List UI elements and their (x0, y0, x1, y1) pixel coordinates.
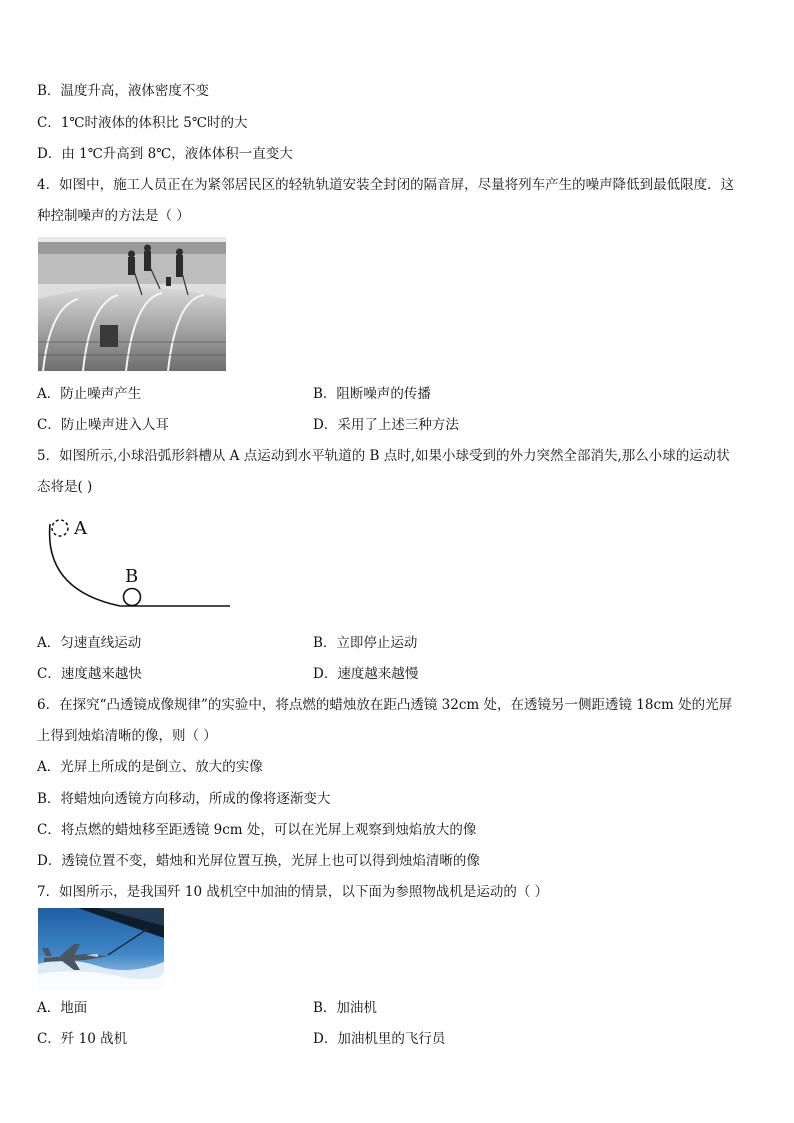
q5-stem-line2: 态将是( ) (37, 479, 93, 495)
q7-option-b: B．加油机 (313, 1000, 377, 1016)
q5-option-a: A．匀速直线运动 (37, 635, 142, 651)
q7-refueling-photo (38, 908, 164, 990)
q5-arc-track-figure (40, 510, 240, 615)
q3-option-b: B．温度升高，液体密度不变 (37, 83, 209, 99)
q6-stem-line2: 上得到烛焰清晰的像，则（ ） (37, 728, 217, 744)
q6-option-a: A．光屏上所成的是倒立、放大的实像 (37, 759, 263, 775)
q4-option-a: A．防止噪声产生 (37, 386, 142, 402)
q5-figure-label-a: A (74, 518, 87, 539)
q6-stem-line1: 6．在探究“凸透镜成像规律”的实验中，将点燃的蜡烛放在距凸透镜 32cm 处，在透镜另一侧距透镜 18cm 处的光屏 (37, 697, 733, 713)
q5-option-c: C．速度越来越快 (37, 666, 142, 682)
q7-stem-line1: 7．如图所示，是我国歼 10 战机空中加油的情景，以下面为参照物战机是运动的（ ） (37, 884, 549, 900)
q5-stem-line1: 5．如图所示,小球沿弧形斜槽从 A 点运动到水平轨道的 B 点时,如果小球受到的外力突然全部消失,那么小球的运动状 (37, 448, 730, 464)
q7-option-c: C．歼 10 战机 (37, 1031, 128, 1047)
q4-option-b: B．阻断噪声的传播 (313, 386, 431, 402)
q5-option-b: B．立即停止运动 (313, 635, 418, 651)
q7-option-d: D．加油机里的飞行员 (313, 1031, 446, 1047)
q4-stem-line2: 种控制噪声的方法是（ ） (37, 208, 190, 224)
q5-option-d: D．速度越来越慢 (313, 666, 419, 682)
q6-option-b: B．将蜡烛向透镜方向移动，所成的像将逐渐变大 (37, 791, 331, 807)
q6-option-d: D．透镜位置不变，蜡烛和光屏位置互换，光屏上也可以得到烛焰清晰的像 (37, 853, 480, 869)
q4-noise-barrier-photo (38, 237, 226, 371)
q6-option-c: C．将点燃的蜡烛移至距透镜 9cm 处，可以在光屏上观察到烛焰放大的像 (37, 822, 477, 838)
q7-option-a: A．地面 (37, 1000, 88, 1016)
q4-option-d: D．采用了上述三种方法 (313, 417, 459, 433)
q3-option-d: D．由 1℃升高到 8℃，液体体积一直变大 (37, 146, 293, 162)
q3-option-c: C．1℃时液体的体积比 5℃时的大 (37, 115, 248, 131)
q4-option-c: C．防止噪声进入人耳 (37, 417, 169, 433)
q5-figure-label-b: B (125, 566, 139, 587)
q4-stem-line1: 4．如图中，施工人员正在为紧邻居民区的轻轨轨道安装全封闭的隔音屏，尽量将列车产生的噪声降低到最低限度．这 (37, 177, 735, 193)
